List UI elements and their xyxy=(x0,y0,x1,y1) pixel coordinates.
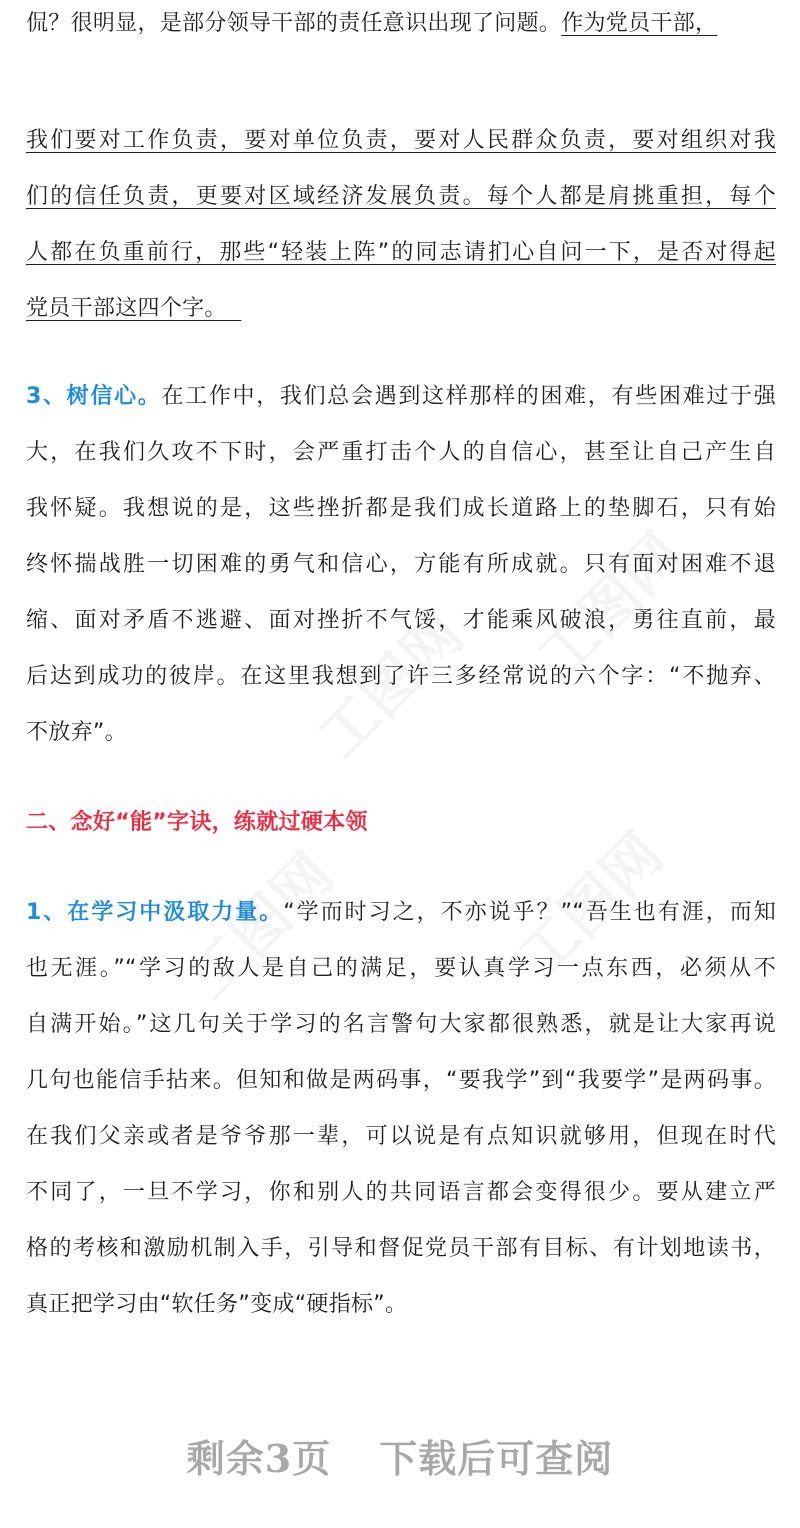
download-to-view-label: 下载后可查阅 xyxy=(379,1436,614,1481)
underlined-segment: 作为党员干部， xyxy=(561,11,718,36)
section-1-line: 格的考核和激励机制入手，引导和督促党员干部有目标、有计划地读书， xyxy=(26,1236,776,1261)
part-2-heading: 二、念好“能”字诀，练就过硬本领 xyxy=(26,810,368,835)
section-3-line: 不放弃”。 xyxy=(26,720,127,745)
section-3-line: 终怀揣战胜一切困难的勇气和信心，方能有所成就。只有面对困难不退 xyxy=(26,552,776,577)
section-3-line: 后达到成功的彼岸。在这里我想到了许三多经常说的六个字：“不抛弃、 xyxy=(26,664,776,689)
section-3-heading: 3、树信心。 xyxy=(26,384,162,409)
section-1-line xyxy=(26,898,776,928)
section-1-heading: 1、在学习中汲取力量。 xyxy=(26,900,284,925)
section-1-line: 真正把学习由“软任务”变成“硬指标”。 xyxy=(26,1292,408,1317)
underlined-segment: 党员干部这四个字。 xyxy=(26,296,227,321)
text-segment: 侃？很明显，是部分领导干部的责任意识出现了问题。 xyxy=(26,11,562,36)
section-3-line: 缩、面对矛盾不逃避、面对挫折不气馁，才能乘风破浪，勇往直前，最 xyxy=(26,608,776,633)
section-1-line: 自满开始。”这几句关于学习的名言警句大家都很熟悉，就是让大家再说 xyxy=(26,1012,776,1037)
underlined-space xyxy=(227,296,242,321)
text-segment: 在工作中，我们总会遇到这样那样的困难，有些困难过于强 xyxy=(161,384,776,409)
paragraph-line: 们的信任负责，更要对区域经济发展负责。每个人都是肩挑重担，每个 xyxy=(26,184,776,209)
section-1-line: 在我们父亲或者是爷爷那一辈，可以说是有点知识就够用，但现在时代 xyxy=(26,1124,776,1149)
section-1-line: 也无涯。”“学习的敌人是自己的满足，要认真学习一点东西，必须从不 xyxy=(26,956,776,981)
download-prompt[interactable] xyxy=(0,1428,800,1483)
text-segment: “学而时习之，不亦说乎？”“吾生也有涯，而知 xyxy=(283,900,776,925)
section-3-line: 我怀疑。我想说的是，这些挫折都是我们成长道路上的垫脚石，只有始 xyxy=(26,496,776,521)
section-3-line xyxy=(26,382,776,412)
paragraph-line: 我们要对工作负责，要对单位负责，要对人民群众负责，要对组织对我 xyxy=(26,128,776,153)
paragraph-line: 人都在负重前行，那些“轻装上阵”的同志请扪心自问一下，是否对得起 xyxy=(26,240,776,265)
section-1-line: 几句也能信手拈来。但知和做是两码事，“要我学”到“我要学”是两码事。 xyxy=(26,1068,776,1093)
remaining-pages-label: 剩余3页 xyxy=(186,1436,332,1481)
paragraph-line xyxy=(26,9,776,39)
paragraph-line xyxy=(26,294,776,324)
section-1-line: 不同了，一旦不学习，你和别人的共同语言都会变得很少。要从建立严 xyxy=(26,1180,776,1205)
section-3-line: 大，在我们久攻不下时，会严重打击个人的自信心，甚至让自己产生自 xyxy=(26,440,776,465)
